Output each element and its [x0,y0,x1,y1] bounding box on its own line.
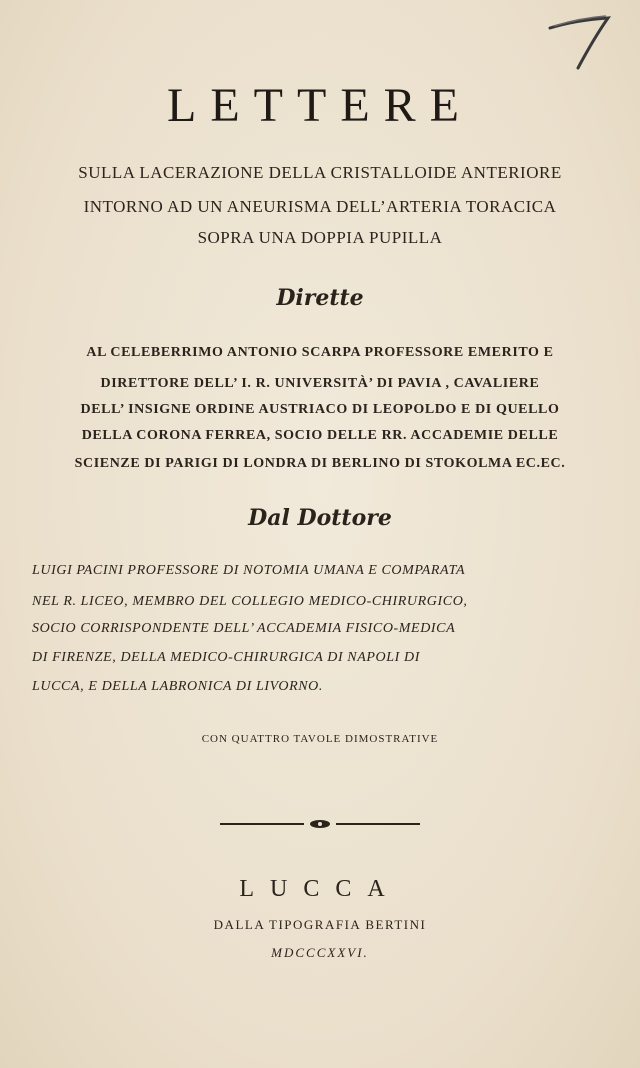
imprint-city: LUCCA [239,876,401,902]
author-line: DI FIRENZE, DELLA MEDICO-CHIRURGICA DI NAPOLI DI [32,650,420,665]
subtitle-line: SOPRA UNA DOPPIA PUPILLA [197,228,443,247]
imprint-year: MDCCCXXVI. [271,945,369,960]
author-heading: Dal Dottore [248,505,392,531]
handwritten-number-mark [546,8,616,78]
subtitle-line: INTORNO AD UN ANEURISMA DELL’ARTERIA TORACICA [83,197,557,216]
author-line: SOCIO CORRISPONDENTE DELL’ ACCADEMIA FISICO-MEDICA [32,621,456,636]
plates-note: CON QUATTRO TAVOLE DIMOSTRATIVE [201,733,439,745]
author-line: LUIGI PACINI PROFESSORE DI NOTOMIA UMANA E COMPARATA [32,563,466,578]
dedication-line: AL CELEBERRIMO ANTONIO SCARPA PROFESSORE EMERITO E [86,345,554,360]
dedication-heading: Dirette [276,285,364,311]
dedication-line: SCIENZE DI PARIGI DI LONDRA DI BERLINO DI STOKOLMA EC.EC. [74,456,566,471]
book-title: LETTERE [167,79,473,132]
dedication-line: DELLA CORONA FERREA, SOCIO DELLE RR. ACCADEMIE DELLE [81,428,559,443]
rule-ornament [220,818,420,830]
author-line: LUCCA, E DELLA LABRONICA DI LIVORNO. [32,679,323,694]
imprint-printer: DALLA TIPOGRAFIA BERTINI [213,917,427,932]
author-line: NEL R. LICEO, MEMBRO DEL COLLEGIO MEDICO-CHIRURGICO, [32,594,468,609]
subtitle-line: SULLA LACERAZIONE DELLA CRISTALLOIDE ANTERIORE [78,163,562,182]
dedication-line: DIRETTORE DELL’ I. R. UNIVERSITÀ’ DI PAVIA , CAVALIERE [100,376,540,391]
dedication-line: DELL’ INSIGNE ORDINE AUSTRIACO DI LEOPOLDO E DI QUELLO [80,402,560,417]
